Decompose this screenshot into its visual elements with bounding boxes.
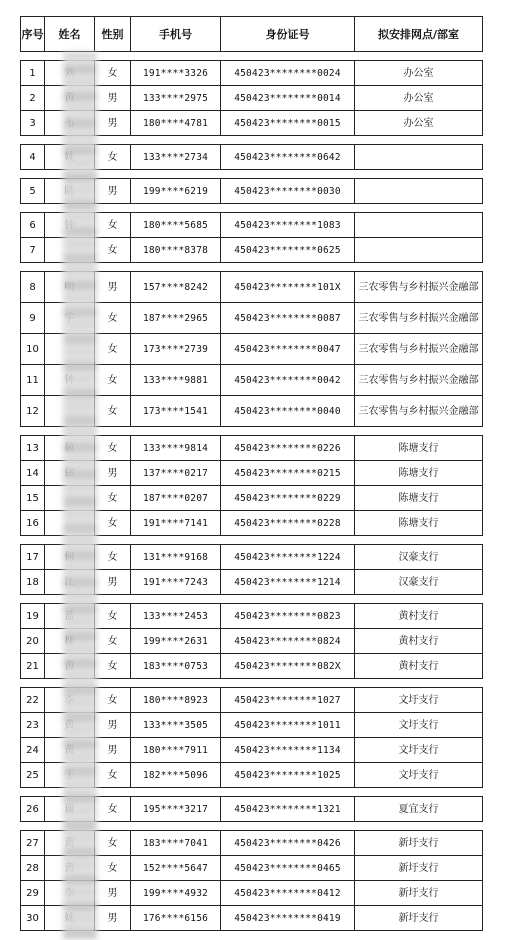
- cell-gender: 女: [95, 486, 131, 511]
- cell-row-number: 19: [21, 604, 45, 629]
- cell-row-number: 22: [21, 688, 45, 713]
- cell-id-number: 450423********0024: [221, 61, 355, 86]
- cell-department: 文圩支行: [355, 738, 483, 763]
- cell-phone-number: 187****0207: [131, 486, 221, 511]
- cell-gender: 女: [95, 303, 131, 334]
- cell-row-number: 10: [21, 334, 45, 365]
- cell-phone-number: 187****2965: [131, 303, 221, 334]
- cell-gender: 女: [95, 797, 131, 822]
- cell-id-number: 450423********0215: [221, 461, 355, 486]
- cell-department: 汉豪支行: [355, 545, 483, 570]
- cell-gender: 女: [95, 831, 131, 856]
- cell-department: 办公室: [355, 61, 483, 86]
- cell-department: 三农零售与乡村振兴金融部: [355, 272, 483, 303]
- cell-gender: 女: [95, 365, 131, 396]
- cell-department: 办公室: [355, 86, 483, 111]
- cell-phone-number: 131****9168: [131, 545, 221, 570]
- cell-phone-number: 180****5685: [131, 213, 221, 238]
- cell-gender: 男: [95, 461, 131, 486]
- cell-row-number: 11: [21, 365, 45, 396]
- cell-row-number: 5: [21, 179, 45, 204]
- cell-id-number: 450423********1083: [221, 213, 355, 238]
- cell-gender: 女: [95, 654, 131, 679]
- cell-department: 陈塘支行: [355, 486, 483, 511]
- cell-row-number: 21: [21, 654, 45, 679]
- cell-id-number: 450423********1027: [221, 688, 355, 713]
- cell-gender: 男: [95, 86, 131, 111]
- cell-row-number: 29: [21, 881, 45, 906]
- cell-phone-number: 180****4781: [131, 111, 221, 136]
- cell-gender: 男: [95, 111, 131, 136]
- cell-department: [355, 145, 483, 170]
- cell-id-number: 450423********0087: [221, 303, 355, 334]
- cell-department: 黄村支行: [355, 604, 483, 629]
- cell-row-number: 15: [21, 486, 45, 511]
- cell-id-number: 450423********0823: [221, 604, 355, 629]
- cell-id-number: 450423********1214: [221, 570, 355, 595]
- cell-department: 黄村支行: [355, 654, 483, 679]
- cell-department: [355, 238, 483, 263]
- cell-department: [355, 179, 483, 204]
- cell-row-number: 25: [21, 763, 45, 788]
- cell-phone-number: 191****3326: [131, 61, 221, 86]
- cell-id-number: 450423********0042: [221, 365, 355, 396]
- cell-phone-number: 137****0217: [131, 461, 221, 486]
- cell-gender: 女: [95, 545, 131, 570]
- cell-row-number: 18: [21, 570, 45, 595]
- cell-row-number: 30: [21, 906, 45, 931]
- cell-department: [355, 213, 483, 238]
- cell-department: 三农零售与乡村振兴金融部: [355, 334, 483, 365]
- cell-id-number: 450423********0824: [221, 629, 355, 654]
- cell-id-number: 450423********1224: [221, 545, 355, 570]
- cell-department: 三农零售与乡村振兴金融部: [355, 365, 483, 396]
- cell-phone-number: 182****5096: [131, 763, 221, 788]
- cell-department: 新圩支行: [355, 906, 483, 931]
- cell-phone-number: 183****7041: [131, 831, 221, 856]
- cell-gender: 男: [95, 570, 131, 595]
- cell-phone-number: 180****7911: [131, 738, 221, 763]
- cell-gender: 女: [95, 604, 131, 629]
- cell-phone-number: 157****8242: [131, 272, 221, 303]
- cell-phone-number: 183****0753: [131, 654, 221, 679]
- cell-row-number: 2: [21, 86, 45, 111]
- cell-gender: 女: [95, 145, 131, 170]
- cell-department: 陈塘支行: [355, 461, 483, 486]
- cell-id-number: 450423********1025: [221, 763, 355, 788]
- cell-id-number: 450423********0015: [221, 111, 355, 136]
- cell-gender: 女: [95, 396, 131, 427]
- cell-department: 文圩支行: [355, 763, 483, 788]
- cell-row-number: 13: [21, 436, 45, 461]
- cell-row-number: 14: [21, 461, 45, 486]
- cell-row-number: 9: [21, 303, 45, 334]
- cell-department: 三农零售与乡村振兴金融部: [355, 303, 483, 334]
- cell-department: 陈塘支行: [355, 436, 483, 461]
- cell-gender: 女: [95, 511, 131, 536]
- cell-department: 文圩支行: [355, 713, 483, 738]
- cell-phone-number: 180****8923: [131, 688, 221, 713]
- cell-id-number: 450423********0228: [221, 511, 355, 536]
- privacy-blur-overlay: [63, 52, 97, 940]
- cell-id-number: 450423********0465: [221, 856, 355, 881]
- cell-gender: 女: [95, 61, 131, 86]
- cell-id-number: 450423********0030: [221, 179, 355, 204]
- cell-gender: 女: [95, 334, 131, 365]
- cell-row-number: 23: [21, 713, 45, 738]
- cell-phone-number: 199****4932: [131, 881, 221, 906]
- cell-row-number: 6: [21, 213, 45, 238]
- cell-id-number: 450423********0047: [221, 334, 355, 365]
- cell-gender: 女: [95, 629, 131, 654]
- cell-gender: 女: [95, 436, 131, 461]
- cell-id-number: 450423********0229: [221, 486, 355, 511]
- cell-phone-number: 152****5647: [131, 856, 221, 881]
- cell-phone-number: 199****2631: [131, 629, 221, 654]
- cell-phone-number: 133****3505: [131, 713, 221, 738]
- cell-id-number: 450423********0419: [221, 906, 355, 931]
- cell-phone-number: 133****9814: [131, 436, 221, 461]
- cell-gender: 男: [95, 906, 131, 931]
- cell-department: 新圩支行: [355, 856, 483, 881]
- cell-row-number: 20: [21, 629, 45, 654]
- cell-row-number: 16: [21, 511, 45, 536]
- cell-gender: 男: [95, 738, 131, 763]
- cell-phone-number: 180****8378: [131, 238, 221, 263]
- header-gender: 性别: [95, 17, 131, 52]
- cell-row-number: 27: [21, 831, 45, 856]
- cell-gender: 男: [95, 272, 131, 303]
- cell-gender: 女: [95, 213, 131, 238]
- header-phone: 手机号: [131, 17, 221, 52]
- cell-id-number: 450423********1134: [221, 738, 355, 763]
- cell-department: 文圩支行: [355, 688, 483, 713]
- cell-phone-number: 195****3217: [131, 797, 221, 822]
- cell-department: 新圩支行: [355, 881, 483, 906]
- cell-id-number: 450423********0625: [221, 238, 355, 263]
- cell-phone-number: 176****6156: [131, 906, 221, 931]
- cell-row-number: 28: [21, 856, 45, 881]
- cell-gender: 女: [95, 688, 131, 713]
- cell-row-number: 24: [21, 738, 45, 763]
- cell-id-number: 450423********0226: [221, 436, 355, 461]
- cell-gender: 女: [95, 856, 131, 881]
- cell-department: 办公室: [355, 111, 483, 136]
- cell-id-number: 450423********0040: [221, 396, 355, 427]
- cell-id-number: 450423********1011: [221, 713, 355, 738]
- cell-phone-number: 173****1541: [131, 396, 221, 427]
- cell-phone-number: 133****9881: [131, 365, 221, 396]
- cell-row-number: 12: [21, 396, 45, 427]
- cell-row-number: 3: [21, 111, 45, 136]
- cell-department: 黄村支行: [355, 629, 483, 654]
- cell-phone-number: 199****6219: [131, 179, 221, 204]
- cell-department: 三农零售与乡村振兴金融部: [355, 396, 483, 427]
- header-name: 姓名: [45, 17, 95, 52]
- cell-department: 陈塘支行: [355, 511, 483, 536]
- cell-gender: 女: [95, 238, 131, 263]
- cell-phone-number: 133****2975: [131, 86, 221, 111]
- cell-gender: 女: [95, 763, 131, 788]
- cell-id-number: 450423********0014: [221, 86, 355, 111]
- cell-phone-number: 191****7141: [131, 511, 221, 536]
- cell-row-number: 7: [21, 238, 45, 263]
- cell-phone-number: 133****2734: [131, 145, 221, 170]
- cell-row-number: 17: [21, 545, 45, 570]
- cell-department: 汉豪支行: [355, 570, 483, 595]
- cell-id-number: 450423********0412: [221, 881, 355, 906]
- cell-gender: 男: [95, 179, 131, 204]
- cell-id-number: 450423********1321: [221, 797, 355, 822]
- header-id-number: 身份证号: [221, 17, 355, 52]
- table-header: [20, 16, 483, 52]
- header-no: 序号: [21, 17, 45, 52]
- cell-id-number: 450423********0642: [221, 145, 355, 170]
- cell-id-number: 450423********101X: [221, 272, 355, 303]
- cell-row-number: 4: [21, 145, 45, 170]
- cell-phone-number: 173****2739: [131, 334, 221, 365]
- cell-phone-number: 133****2453: [131, 604, 221, 629]
- cell-department: 夏宜支行: [355, 797, 483, 822]
- cell-phone-number: 191****7243: [131, 570, 221, 595]
- cell-id-number: 450423********082X: [221, 654, 355, 679]
- header-department: 拟安排网点/部室: [355, 17, 483, 52]
- cell-gender: 男: [95, 881, 131, 906]
- cell-row-number: 8: [21, 272, 45, 303]
- cell-department: 新圩支行: [355, 831, 483, 856]
- cell-gender: 男: [95, 713, 131, 738]
- cell-id-number: 450423********0426: [221, 831, 355, 856]
- cell-row-number: 26: [21, 797, 45, 822]
- cell-row-number: 1: [21, 61, 45, 86]
